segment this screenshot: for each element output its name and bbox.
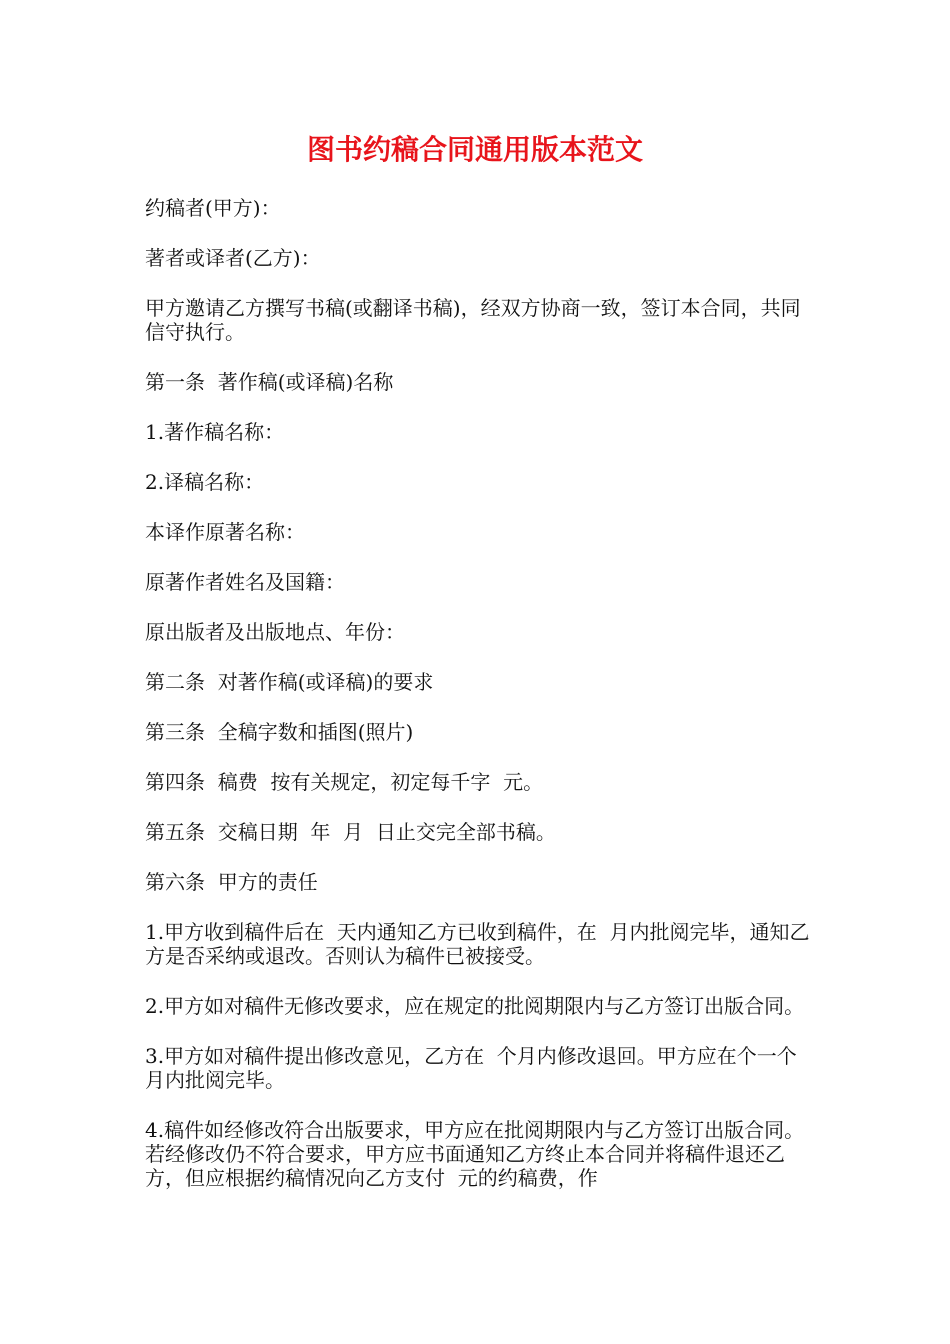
paragraph: 著者或译者(乙方)： — [145, 246, 321, 270]
paragraph: 原著作者姓名及国籍： — [145, 570, 345, 594]
paragraph: 甲方邀请乙方撰写书稿(或翻译书稿)，经双方协商一致，签订本合同，共同信守执行。 — [145, 296, 801, 344]
document-title: 图书约稿合同通用版本范文 — [306, 133, 643, 166]
paragraph: 原出版者及出版地点、年份： — [145, 620, 405, 644]
article-heading: 第一条 著作稿(或译稿)名称 — [145, 370, 394, 394]
paragraph: 1.甲方收到稿件后在 天内通知乙方已收到稿件，在 月内批阅完毕，通知乙方是否采纳或退改。否则认为稿件已被接受。 — [145, 920, 810, 968]
paragraph: 3.甲方如对稿件提出修改意见，乙方在 个月内修改退回。甲方应在个一个月内批阅完毕。 — [145, 1044, 797, 1092]
article-heading: 第六条 甲方的责任 — [145, 870, 318, 894]
paragraph: 2.译稿名称： — [145, 470, 265, 494]
paragraph: 本译作原著名称： — [145, 520, 305, 544]
paragraph: 2.甲方如对稿件无修改要求，应在规定的批阅期限内与乙方签订出版合同。 — [145, 994, 805, 1018]
paragraph: 1.著作稿名称： — [145, 420, 285, 444]
article-heading: 第二条 对著作稿(或译稿)的要求 — [145, 670, 434, 694]
document-body — [145, 196, 810, 1216]
paragraph: 约稿者(甲方)： — [145, 196, 281, 220]
article-heading: 第五条 交稿日期 年 月 日止交完全部书稿。 — [145, 820, 556, 844]
article-heading: 第三条 全稿字数和插图(照片) — [145, 720, 414, 744]
paragraph: 4.稿件如经修改符合出版要求，甲方应在批阅期限内与乙方签订出版合同。若经修改仍不符合要求，甲方应书面通知乙方终止本合同并将稿件退还乙方，但应根据约稿情况向乙方支付 元的约稿费，作 — [145, 1118, 805, 1190]
article-heading: 第四条 稿费 按有关规定，初定每千字 元。 — [145, 770, 544, 794]
